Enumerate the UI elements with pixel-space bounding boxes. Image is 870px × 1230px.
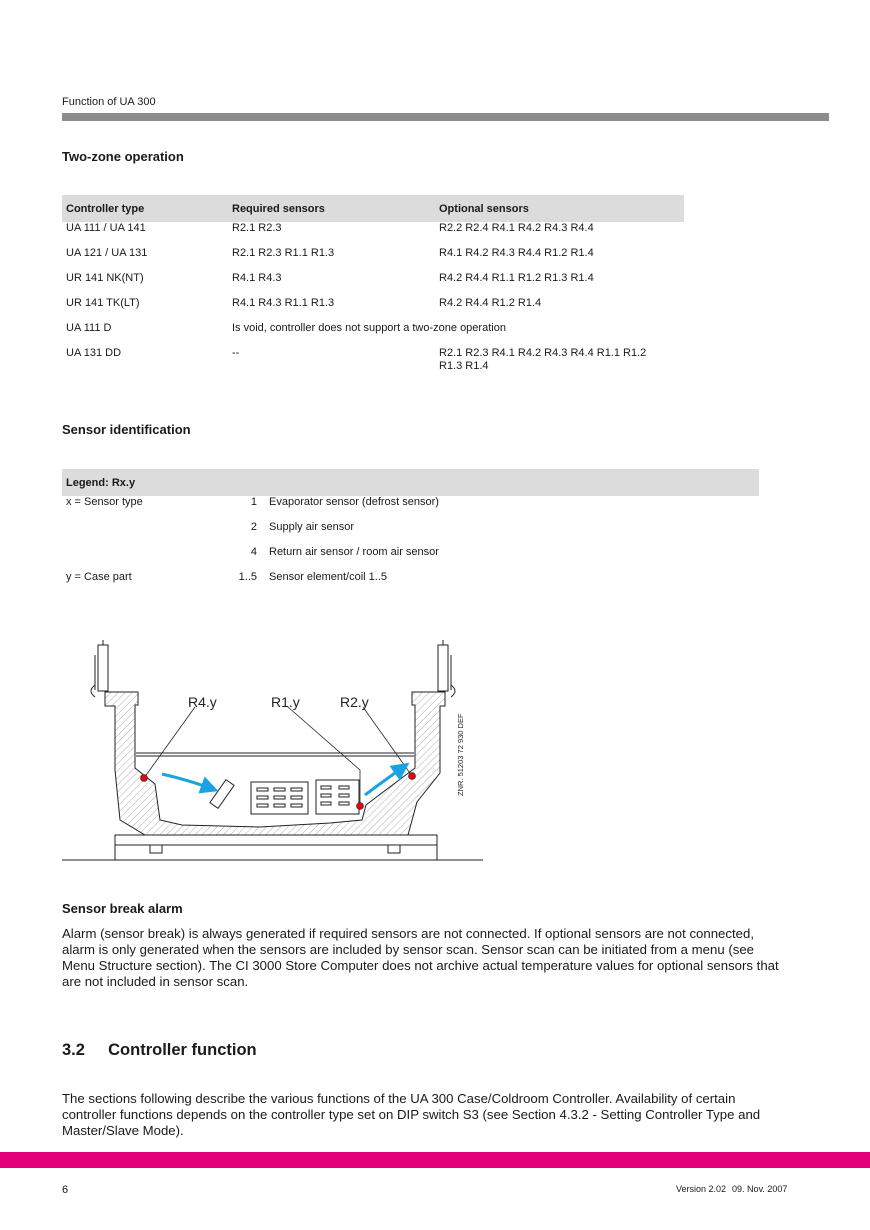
sensor-identification-heading: Sensor identification xyxy=(62,422,191,437)
legend-description: Sensor element/coil 1..5 xyxy=(269,571,388,583)
controller-type-cell: UR 141 TK(LT) xyxy=(66,297,140,309)
required-sensors-cell: -- xyxy=(232,347,240,359)
legend-description: Supply air sensor xyxy=(269,521,354,533)
table-row xyxy=(62,247,684,272)
r4-sensor-dot xyxy=(141,775,148,782)
legend-code: 4 xyxy=(250,546,257,558)
optional-sensors-cell: R4.1 R4.2 R4.3 R4.4 R1.2 R1.4 xyxy=(439,247,594,259)
running-header: Function of UA 300 xyxy=(62,96,156,108)
table-row xyxy=(62,222,684,247)
table-header-row xyxy=(62,195,684,222)
controller-type-cell: UA 131 DD xyxy=(66,347,122,359)
required-sensors-cell: R2.1 R2.3 xyxy=(232,222,282,234)
controller-type-cell: UA 111 D xyxy=(66,322,112,334)
controller-function-paragraph: The sections following describe the various functions of the UA 300 Case/Coldroom Controller. Availability of certain controller functions depends on the controller type set on DIP switch S3 (see Section 4.3.2 - Setting Controller Type and Master/Slave Mode). xyxy=(62,1091,761,1138)
table-row xyxy=(62,297,684,322)
legend-description: Evaporator sensor (defrost sensor) xyxy=(269,496,439,508)
required-sensors-cell: R2.1 R2.3 R1.1 R1.3 xyxy=(232,247,335,259)
optional-sensors-cell: R4.2 R4.4 R1.1 R1.2 R1.3 R1.4 xyxy=(439,272,594,284)
legend-label xyxy=(62,521,219,546)
legend-code: 1 xyxy=(250,496,257,508)
two-zone-heading: Two-zone operation xyxy=(62,149,184,164)
version-info xyxy=(676,1184,793,1194)
version-date: 09. Nov. 2007 xyxy=(732,1184,788,1194)
drawing-number: ZNR. 51203 72 930 DEF xyxy=(456,713,465,796)
sensor-break-alarm-heading: Sensor break alarm xyxy=(62,901,183,916)
column-header: Controller type xyxy=(62,195,228,222)
controller-type-cell: UA 121 / UA 131 xyxy=(66,247,148,259)
r1-label: R1.y xyxy=(271,694,300,710)
sensor-legend-table xyxy=(62,469,759,596)
void-note-cell: Is void, controller does not support a two-zone operation xyxy=(232,322,506,334)
optional-sensors-cell: R2.1 R2.3 R4.1 R4.2 R4.3 R4.4 R1.1 R1.2 R1.3 R1.4 xyxy=(439,347,647,372)
legend-description: Return air sensor / room air sensor xyxy=(269,546,439,558)
table-row xyxy=(62,272,684,297)
required-sensors-cell: R4.1 R4.3 R1.1 R1.3 xyxy=(232,297,335,309)
header-rule xyxy=(62,113,829,121)
controller-type-cell: UA 111 / UA 141 xyxy=(66,222,146,234)
legend-row xyxy=(62,571,759,596)
optional-sensors-cell: R2.2 R2.4 R4.1 R4.2 R4.3 R4.4 xyxy=(439,222,594,234)
controller-type-table xyxy=(62,195,684,373)
legend-row xyxy=(62,546,759,571)
r2-sensor-dot xyxy=(409,773,416,780)
return-air-arrow-icon xyxy=(162,774,210,788)
page-number: 6 xyxy=(62,1184,69,1196)
table-row xyxy=(62,347,684,373)
case-cross-section-diagram xyxy=(60,630,490,870)
legend-header-row xyxy=(62,469,759,496)
controller-type-cell: UR 141 NK(NT) xyxy=(66,272,144,284)
column-header: Optional sensors xyxy=(435,195,684,222)
version-label: Version 2.02 xyxy=(676,1184,727,1194)
section-heading xyxy=(62,1041,257,1060)
legend-label: x = Sensor type xyxy=(66,496,143,508)
section-title: Controller function xyxy=(108,1041,257,1059)
optional-sensors-cell: R4.2 R4.4 R1.2 R1.4 xyxy=(439,297,542,309)
column-header: Required sensors xyxy=(228,195,435,222)
footer-accent-bar xyxy=(0,1152,870,1168)
legend-label: y = Case part xyxy=(66,571,132,583)
legend-label xyxy=(62,546,219,571)
section-number: 3.2 xyxy=(62,1041,85,1059)
legend-title: Legend: Rx.y xyxy=(62,469,759,496)
r2-label: R2.y xyxy=(340,694,369,710)
case-structure xyxy=(62,640,483,860)
sensor-break-alarm-paragraph: Alarm (sensor break) is always generated if required sensors are not connected. If optional sensors are not connected, alarm is only generated when the sensors are included by sensor scan. Sensor scan can be initiated from a menu (see Menu Structure section). The CI 3000 Store Computer does not archive actual temperature values for optional sensors that are not included in sensor scan. xyxy=(62,926,779,989)
r1-sensor-dot xyxy=(357,803,364,810)
required-sensors-cell: R4.1 R4.3 xyxy=(232,272,282,284)
legend-row xyxy=(62,496,759,521)
legend-code: 2 xyxy=(250,521,257,533)
legend-code: 1..5 xyxy=(238,571,257,583)
table-row xyxy=(62,322,684,347)
r4-label: R4.y xyxy=(188,694,217,710)
legend-row xyxy=(62,521,759,546)
